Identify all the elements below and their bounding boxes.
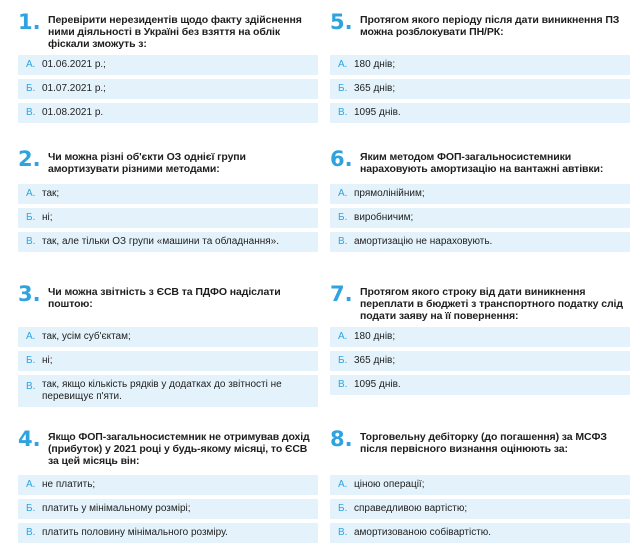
question-text: Протягом якого періоду після дати виникнення ПЗ можна розблокувати ПН/РК: — [360, 14, 620, 39]
answer-letter: А. — [338, 331, 348, 342]
answer-option-b[interactable] — [330, 499, 630, 519]
answer-letter: Б. — [338, 212, 348, 223]
answer-letter: Б. — [26, 83, 36, 94]
question-3 — [18, 282, 318, 402]
question-number: 8. — [330, 427, 353, 451]
answer-text: 180 днів; — [354, 59, 396, 70]
answer-option-b[interactable] — [330, 79, 630, 99]
question-number: 2. — [18, 147, 41, 171]
answer-option-c[interactable] — [18, 523, 318, 543]
question-number: 6. — [330, 147, 353, 171]
answer-letter: В. — [338, 236, 348, 247]
answer-text: 180 днів; — [354, 331, 396, 342]
question-number: 1. — [18, 10, 41, 34]
answer-text: ні; — [42, 212, 53, 223]
question-2 — [18, 147, 318, 247]
answer-letter: Б. — [26, 503, 36, 514]
answer-text: амортизацію не нараховують. — [354, 236, 493, 247]
answer-option-b[interactable] — [330, 208, 630, 228]
answer-text: 01.08.2021 р. — [42, 107, 104, 118]
question-number: 4. — [18, 427, 41, 451]
answer-option-a[interactable] — [330, 55, 630, 75]
question-number: 5. — [330, 10, 353, 34]
answer-option-a[interactable] — [330, 475, 630, 495]
answer-text: 365 днів; — [354, 355, 396, 366]
question-4 — [18, 427, 318, 538]
question-8 — [330, 427, 630, 538]
answer-option-c[interactable] — [18, 232, 318, 252]
answer-letter: Б. — [26, 212, 36, 223]
answer-text: так, але тільки ОЗ групи «машини та обладнання». — [42, 236, 280, 247]
answer-option-c[interactable] — [330, 103, 630, 123]
answer-text: ціною операції; — [354, 479, 425, 490]
answer-letter: В. — [26, 107, 36, 118]
question-text: Торговельну дебіторку (до погашення) за МСФЗ після первісного визнання оцінюють за: — [360, 431, 607, 456]
answer-option-a[interactable] — [330, 184, 630, 204]
answer-letter: В. — [26, 236, 36, 247]
answer-option-b[interactable] — [18, 499, 318, 519]
question-text: Яким методом ФОП-загальносистемники нараховують амортизацію на вантажні автівки: — [360, 151, 604, 176]
answer-letter: А. — [26, 331, 36, 342]
answer-text: так, якщо кількість рядків у додатках до звітності не перевищує п'яти. — [42, 379, 282, 402]
question-text: Перевірити нерезидентів щодо факту здійснення ними діяльності в Україні без взяття на облік фіскали зможуть з: — [48, 14, 302, 51]
answer-letter: Б. — [338, 83, 348, 94]
question-5 — [330, 10, 630, 118]
question-7 — [330, 282, 630, 390]
answer-text: 1095 днів. — [354, 379, 401, 390]
answer-option-c[interactable] — [18, 103, 318, 123]
answer-option-a[interactable] — [330, 327, 630, 347]
answer-option-a[interactable] — [18, 475, 318, 495]
question-text: Якщо ФОП-загальносистемник не отримував дохід (прибуток) у 2021 році у будь-якому місяці, то ЄСВ за цей місяць він: — [48, 431, 310, 468]
question-text: Протягом якого строку від дати виникнення переплати в бюджеті з транспортного податку слід подати заяву на її повернення: — [360, 286, 623, 323]
answer-text: так, усім суб'єктам; — [42, 331, 131, 342]
answer-option-b[interactable] — [18, 79, 318, 99]
question-1 — [18, 10, 318, 118]
answer-text: 01.06.2021 р.; — [42, 59, 106, 70]
answer-option-c[interactable] — [18, 375, 318, 407]
answer-text: прямолінійним; — [354, 188, 425, 199]
answer-letter: В. — [26, 527, 36, 538]
answer-text: виробничим; — [354, 212, 414, 223]
answer-text: так; — [42, 188, 60, 199]
answer-option-a[interactable] — [18, 327, 318, 347]
answer-letter: А. — [26, 188, 36, 199]
answer-text: справедливою вартістю; — [354, 503, 468, 514]
answer-text: 365 днів; — [354, 83, 396, 94]
answer-letter: А. — [338, 188, 348, 199]
answer-option-b[interactable] — [330, 351, 630, 371]
answer-option-b[interactable] — [18, 208, 318, 228]
answer-letter: В. — [338, 527, 348, 538]
question-number: 7. — [330, 282, 353, 306]
answer-text: платить у мінімальному розмірі; — [42, 503, 191, 514]
answer-letter: А. — [26, 59, 36, 70]
answer-text: ні; — [42, 355, 53, 366]
answer-option-c[interactable] — [330, 232, 630, 252]
question-6 — [330, 147, 630, 247]
answer-letter: Б. — [338, 355, 348, 366]
answer-option-c[interactable] — [330, 375, 630, 395]
answer-letter: В. — [26, 381, 36, 392]
answer-letter: Б. — [338, 503, 348, 514]
answer-letter: В. — [338, 379, 348, 390]
answer-text: амортизованою собівартістю. — [354, 527, 492, 538]
answer-option-c[interactable] — [330, 523, 630, 543]
answer-letter: В. — [338, 107, 348, 118]
answer-option-a[interactable] — [18, 55, 318, 75]
answer-letter: Б. — [26, 355, 36, 366]
answer-text: 1095 днів. — [354, 107, 401, 118]
question-number: 3. — [18, 282, 41, 306]
answer-letter: А. — [26, 479, 36, 490]
answer-letter: А. — [338, 59, 348, 70]
answer-text: не платить; — [42, 479, 96, 490]
question-text: Чи можна різні об'єкти ОЗ однієї групи амортизувати різними методами: — [48, 151, 246, 176]
answer-letter: А. — [338, 479, 348, 490]
answer-text: 01.07.2021 р.; — [42, 83, 106, 94]
answer-option-a[interactable] — [18, 184, 318, 204]
answer-option-b[interactable] — [18, 351, 318, 371]
question-text: Чи можна звітність з ЄСВ та ПДФО надіслати поштою: — [48, 286, 281, 311]
answer-text: платить половину мінімального розміру. — [42, 527, 228, 538]
